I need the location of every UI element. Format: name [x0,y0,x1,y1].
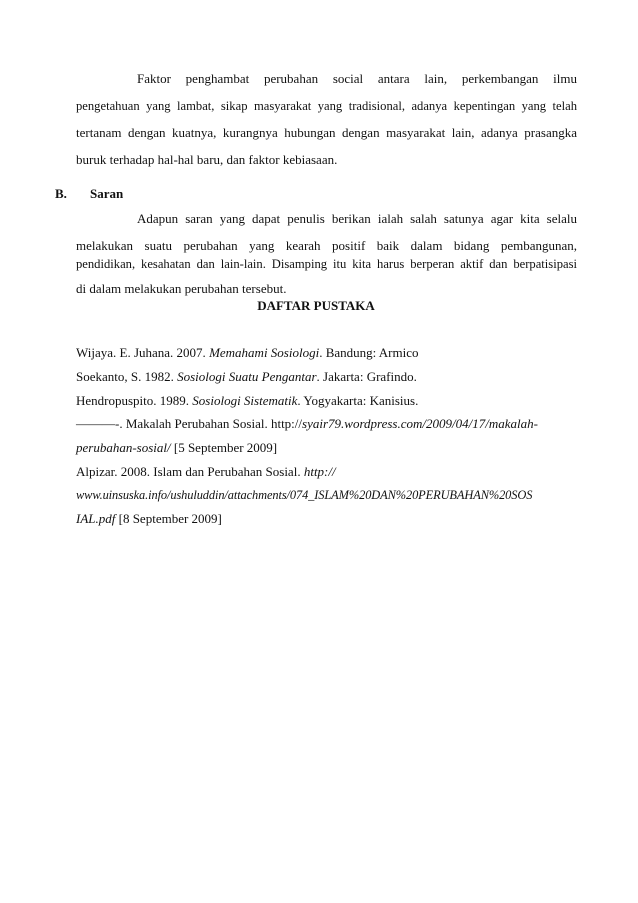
entry-3-title: Sosiologi Sistematik [192,393,298,408]
entry-4-url-1[interactable]: syair79.wordpress.com/2009/04/17/makalah- [302,416,538,431]
bibliography-entry-5-cont [76,487,532,503]
conclusion-line-1: Faktor penghambat perubahan social antara lain, perkembangan ilmu [137,71,577,86]
entry-2-title: Sosiologi Suatu Pengantar [177,369,317,384]
conclusion-line-3: tertanam dengan kuatnya, kurangnya hubungan dengan masyarakat lain, adanya prasangka [76,125,577,140]
bibliography-title [0,298,638,314]
entry-3-suffix: . Yogyakarta: Kanisius. [297,393,419,408]
entry-1-prefix: Wijaya. E. Juhana. 2007. [76,345,210,360]
entry-1-suffix: . Bandung: Armico [319,345,419,360]
bibliography-entry-5 [76,464,336,480]
entry-4-suffix: [5 September 2009] [170,440,278,455]
entry-1-title: Memahami Sosiologi [209,345,320,360]
bibliography-entry-3 [76,393,418,409]
bibliography-entry-5-cont-2 [76,511,222,527]
section-title: Saran [90,186,124,201]
entry-5-prefix: Alpizar. 2008. Islam dan Perubahan Sosial. [76,464,304,479]
entry-3-prefix: Hendropuspito. 1989. [76,393,193,408]
saran-line-3: pendidikan, kesahatan dan lain-lain. Disamping itu kita harus berperan aktif dan berpatisipasi [76,257,577,271]
bibliography-entry-4-cont [76,440,277,456]
entry-4-prefix: ———-. Makalah Perubahan Sosial. http:// [76,416,303,431]
conclusion-line-2: pengetahuan yang lambat, sikap masyarakat yang tradisional, adanya kepentingan yang telah [76,99,577,113]
conclusion-line-4: buruk terhadap hal-hal baru, dan faktor kebiasaan. [76,152,338,167]
bibliography-entry-1 [76,345,419,361]
entry-2-suffix: . Jakarta: Grafindo. [316,369,417,384]
entry-5-suffix: [8 September 2009] [115,511,222,526]
saran-line-1: Adapun saran yang dapat penulis berikan ialah salah satunya agar kita selalu [137,211,577,226]
entry-5-url-1[interactable]: www.uinsuska.info/ushuluddin/attachments/074_ISLAM%20DAN%20PERUBAHAN%20SOS [76,488,533,502]
bibliography-entry-4 [76,416,538,432]
saran-line-4: di dalam melakukan perubahan tersebut. [76,281,287,296]
section-number: B. [55,186,67,201]
entry-5-url-0[interactable]: http:// [303,464,336,479]
entry-2-prefix: Soekanto, S. 1982. [76,369,178,384]
bibliography-entry-2 [76,369,417,385]
bibliography-title-text: DAFTAR PUSTAKA [257,298,375,313]
entry-4-url-2[interactable]: perubahan-sosial/ [76,440,171,455]
entry-5-url-2[interactable]: IAL.pdf [76,511,116,526]
saran-line-2: melakukan suatu perubahan yang kearah positif baik dalam bidang pembangunan, [76,238,577,253]
